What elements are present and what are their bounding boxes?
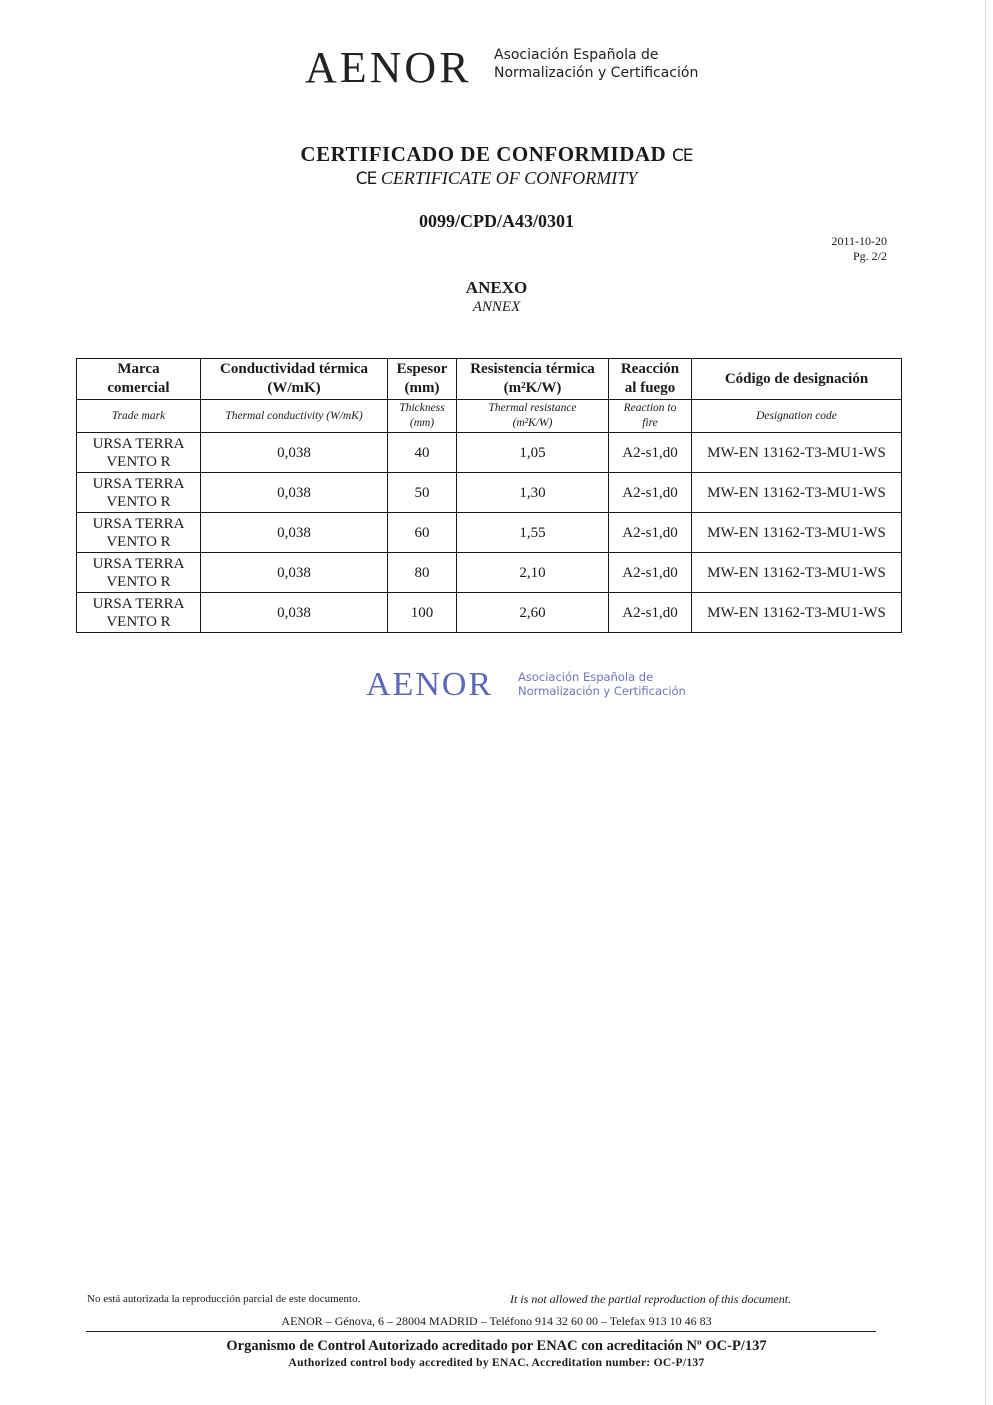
- reproduction-notice-es: No está autorizada la reproducción parcial de este documento.: [87, 1293, 361, 1305]
- page-number: Pg. 2/2: [852, 249, 887, 263]
- header-cell: Conductividad térmica (W/mK): [201, 359, 388, 400]
- designation-code-cell: MW-EN 13162-T3-MU1-WS: [692, 433, 902, 473]
- header-cell-en: Designation code: [692, 400, 902, 433]
- certificate-title-text: CERTIFICADO DE CONFORMIDAD: [300, 142, 667, 166]
- certificate-number: 0099/CPD/A43/0301: [419, 211, 574, 231]
- designation-code-cell: MW-EN 13162-T3-MU1-WS: [692, 473, 902, 513]
- header-cell-en: Thermal conductivity (W/mK): [201, 400, 388, 433]
- table-row: [77, 513, 902, 553]
- stamp-org-name: [518, 670, 686, 698]
- header-org-line2: Normalización y Certificación: [494, 65, 699, 81]
- certificate-subtitle: [0, 168, 993, 189]
- conductivity-cell: 0,038: [201, 593, 388, 633]
- trade-mark-cell: URSA TERRA VENTO R: [77, 433, 201, 473]
- trade-mark-cell: URSA TERRA VENTO R: [77, 473, 201, 513]
- header-cell: Código de designación: [692, 359, 902, 400]
- resistance-cell: 1,05: [457, 433, 609, 473]
- footer-address: AENOR – Génova, 6 – 28004 MADRID – Teléfono 914 32 60 00 – Telefax 913 10 46 83: [281, 1314, 712, 1328]
- thickness-cell: 40: [388, 433, 457, 473]
- header-cell-en: Thickness (mm): [388, 400, 457, 433]
- thickness-cell: 80: [388, 553, 457, 593]
- certificate-title: [0, 142, 993, 167]
- thickness-cell: 60: [388, 513, 457, 553]
- header-cell: Espesor (mm): [388, 359, 457, 400]
- annex-title: ANEXO: [465, 278, 528, 297]
- reproduction-notice-en: It is not allowed the partial reproduction of this document.: [510, 1292, 792, 1306]
- resistance-cell: 1,55: [457, 513, 609, 553]
- conductivity-cell: 0,038: [201, 473, 388, 513]
- aenor-logo: AENOR: [305, 43, 472, 92]
- designation-code-cell: MW-EN 13162-T3-MU1-WS: [692, 593, 902, 633]
- resistance-cell: 2,10: [457, 553, 609, 593]
- trade-mark-cell: URSA TERRA VENTO R: [77, 593, 201, 633]
- trade-mark-cell: URSA TERRA VENTO R: [77, 513, 201, 553]
- accreditation-en: Authorized control body accredited by ENAC. Accreditation number: OC-P/137: [288, 1357, 705, 1369]
- certificate-subtitle-text: CERTIFICATE OF CONFORMITY: [380, 168, 638, 188]
- fire-reaction-cell: A2-s1,d0: [609, 553, 692, 593]
- trade-mark-cell: URSA TERRA VENTO R: [77, 553, 201, 593]
- table-row: [77, 593, 902, 633]
- thickness-cell: 100: [388, 593, 457, 633]
- stamp-org-line1: Asociación Española de: [518, 670, 654, 684]
- conductivity-cell: 0,038: [201, 553, 388, 593]
- conductivity-cell: 0,038: [201, 513, 388, 553]
- stamp-logo: AENOR: [366, 666, 494, 703]
- designation-code-cell: MW-EN 13162-T3-MU1-WS: [692, 553, 902, 593]
- annex-title-en: ANNEX: [472, 299, 521, 315]
- ce-mark-icon: CE: [355, 169, 377, 189]
- header-org-line1: Asociación Española de: [494, 47, 659, 63]
- fire-reaction-cell: A2-s1,d0: [609, 473, 692, 513]
- header-cell-en: Thermal resistance (m²K/W): [457, 400, 609, 433]
- header-cell-en: Reaction to fire: [609, 400, 692, 433]
- fire-reaction-cell: A2-s1,d0: [609, 593, 692, 633]
- accreditation-es: Organismo de Control Autorizado acreditado por ENAC con acreditación Nº OC-P/137: [226, 1338, 767, 1354]
- ce-mark-icon: CE: [671, 146, 693, 166]
- table-header-es: [77, 359, 902, 400]
- fire-reaction-cell: A2-s1,d0: [609, 513, 692, 553]
- table-row: [77, 553, 902, 593]
- table-row: [77, 433, 902, 473]
- resistance-cell: 2,60: [457, 593, 609, 633]
- header-org-name: [494, 46, 698, 82]
- header-cell: Reacción al fuego: [609, 359, 692, 400]
- scan-edge-divider: [985, 0, 986, 1405]
- thickness-cell: 50: [388, 473, 457, 513]
- table-header-en: [77, 400, 902, 433]
- designation-code-cell: MW-EN 13162-T3-MU1-WS: [692, 513, 902, 553]
- resistance-cell: 1,30: [457, 473, 609, 513]
- stamp-org-line2: Normalización y Certificación: [518, 684, 686, 698]
- fire-reaction-cell: A2-s1,d0: [609, 433, 692, 473]
- table-row: [77, 473, 902, 513]
- footer-divider: [86, 1331, 876, 1332]
- issue-date: 2011-10-20: [831, 234, 887, 248]
- conductivity-cell: 0,038: [201, 433, 388, 473]
- header-cell-en: Trade mark: [77, 400, 201, 433]
- header-cell: Marca comercial: [77, 359, 201, 400]
- header-cell: Resistencia térmica (m²K/W): [457, 359, 609, 400]
- annex-table: [76, 358, 902, 633]
